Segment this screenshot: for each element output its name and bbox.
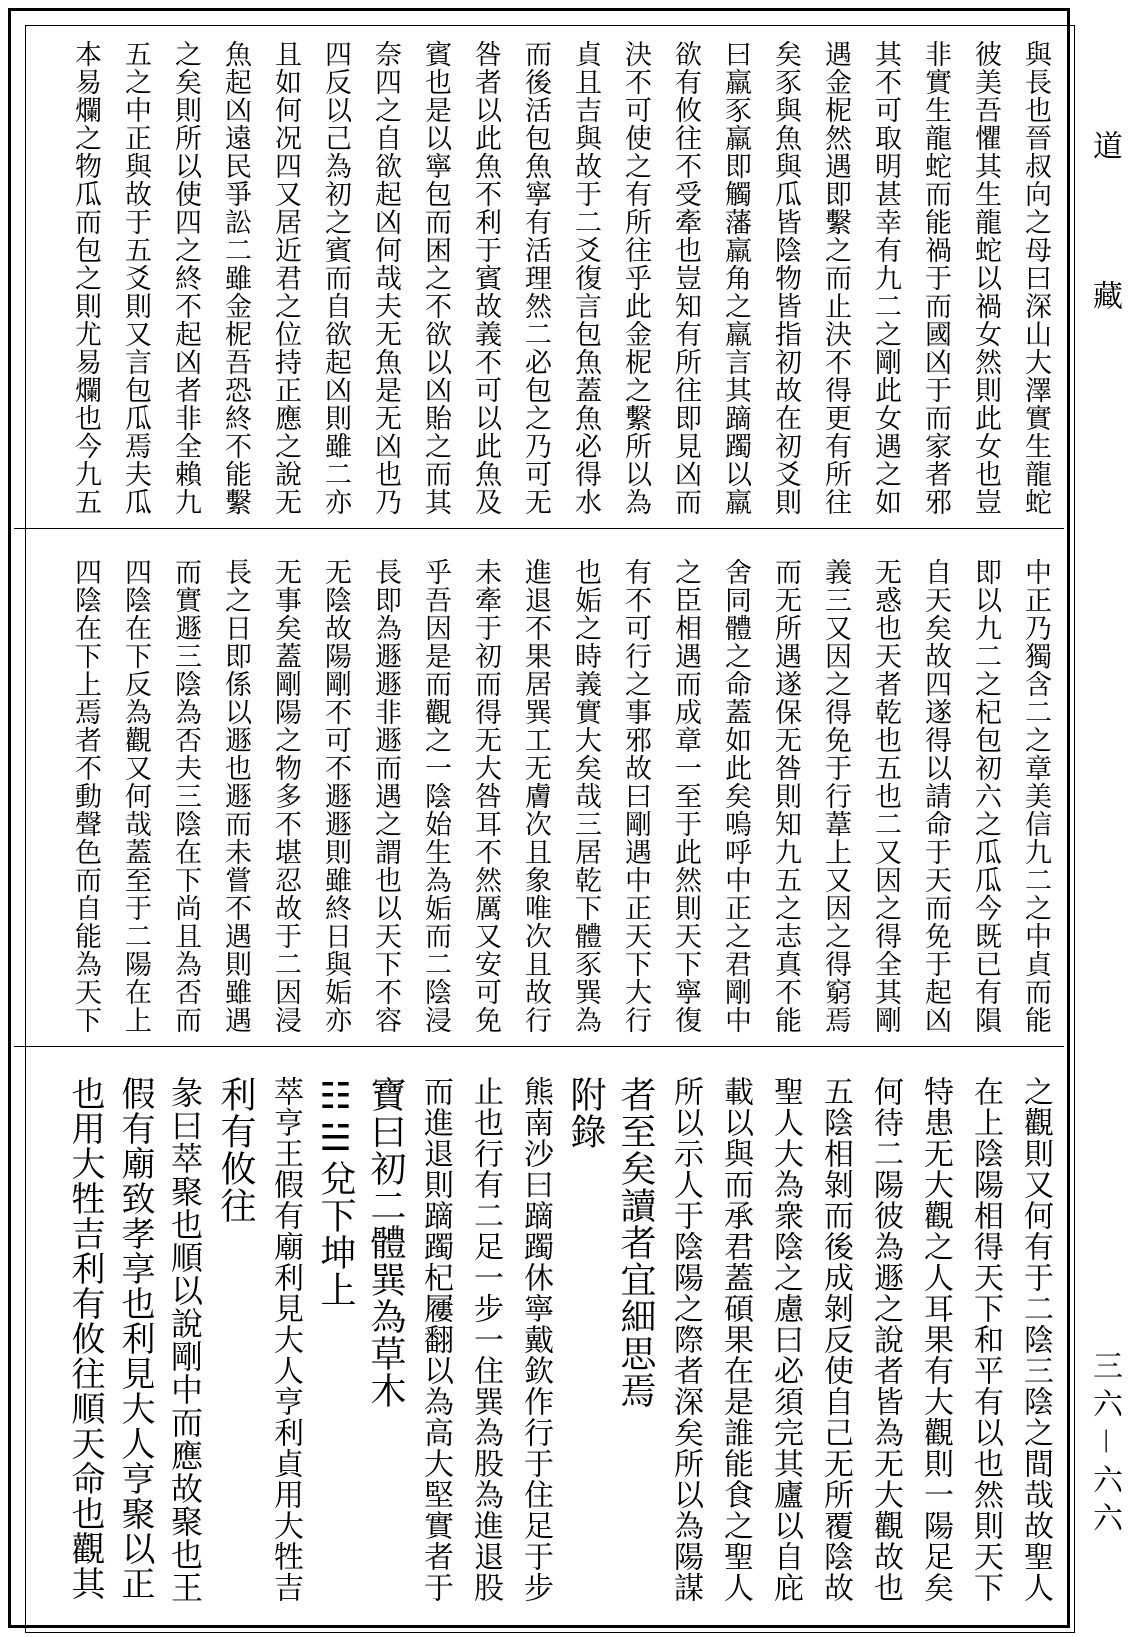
text-column: 在上陰陽相得天下和平有以也然則天下 xyxy=(968,1076,1003,1603)
text-column: 彼美吾懼其生龍蛇以禍女然則此女也豈 xyxy=(970,40,1001,516)
text-column: 長之日即係以遯也遯而未嘗不遇則雖遇 xyxy=(220,558,251,1034)
text-column: 與長也晉叔向之母曰深山大澤實生龍蛇 xyxy=(1020,40,1051,516)
text-column: ☷☱兌下坤上 xyxy=(315,1076,356,1308)
text-column: 未牽于初而得无大咎耳不然厲又安可免 xyxy=(470,558,501,1034)
text-column: 何待二陽彼為遯之說者皆為无大觀故也 xyxy=(868,1076,903,1603)
panel-divider-1 xyxy=(14,528,1064,529)
text-column: 也姤之時義實大矣哉三居乾下體豕巽為 xyxy=(570,558,601,1034)
text-column: 非實生龍蛇而能禍于而國凶于而家者邪 xyxy=(920,40,951,516)
text-column: 中正乃獨含二之章美信九二之中貞而能 xyxy=(1020,558,1051,1034)
text-column: 進退不果居巽工无膚次且象唯次且故行 xyxy=(520,558,551,1034)
text-column: 即以九二之杞包初六之瓜瓜今既已有隕 xyxy=(970,558,1001,1034)
side-title: 道藏 xyxy=(1087,130,1122,430)
text-column: 而无所遇遂保无咎則知九五之志真不能 xyxy=(770,558,801,1034)
text-column: 利有攸往 xyxy=(215,1076,256,1224)
side-page-number: 三六－六六 xyxy=(1087,1350,1122,1540)
text-column: 賓也是以寧包而困之不欲以凶貽之而其 xyxy=(420,40,451,516)
text-column: 彖曰萃聚也順以說剛中而應故聚也王 xyxy=(166,1076,204,1604)
text-column: 特患无大觀之人耳果有大觀則一陽足矣 xyxy=(918,1076,953,1603)
text-column: 欲有攸往不受牽也豈知有所往即見凶而 xyxy=(670,40,701,516)
text-column: 也用大牲吉利有攸往順天命也觀其 xyxy=(65,1076,105,1601)
text-column: 五之中正與故于五爻則又言包瓜焉夫瓜 xyxy=(120,40,151,516)
text-column: 者至矣讀者宜細思焉 xyxy=(615,1076,656,1409)
text-column: 之臣相遇而成章一至于此然則天下寧復 xyxy=(670,558,701,1034)
text-column: 所以示人于陰陽之際者深矣所以為陽謀 xyxy=(668,1076,703,1603)
text-column: 四反以己為初之賓而自欲起凶則雖二亦 xyxy=(320,40,351,516)
text-column: 決不可使之有所往乎此金柅之繫所以為 xyxy=(620,40,651,516)
text-column: 而進退則蹢躅杞屨翻以為高大堅實者于 xyxy=(418,1076,453,1603)
text-column: 而後活包魚寧有活理然二必包之乃可无 xyxy=(520,40,551,516)
text-column: 之觀則又何有于二陰三陰之間哉故聖人 xyxy=(1018,1076,1053,1603)
text-column: 五陰相剝而後成剝反使自己无所覆陰故 xyxy=(818,1076,853,1603)
text-column: 其不可取明甚幸有九二之剛此女遇之如 xyxy=(870,40,901,516)
text-column: 寶曰初二體巽為草木 xyxy=(365,1076,406,1409)
text-column: 咎者以此魚不利于賓故義不可以此魚及 xyxy=(470,40,501,516)
text-column: 遇金柅然遇即繫之而止決不得更有所往 xyxy=(820,40,851,516)
text-column: 熊南沙曰蹢躅休寧戴欽作行于住足于步 xyxy=(518,1076,553,1603)
text-column: 聖人大為衆陰之慮曰必須完其廬以自庇 xyxy=(768,1076,803,1603)
text-column: 无惑也天者乾也五也二又因之得全其剛 xyxy=(870,558,901,1034)
text-column: 矣豕與魚與瓜皆陰物皆指初故在初爻則 xyxy=(770,40,801,516)
text-column: 舍同體之命蓋如此矣嗚呼中正之君剛中 xyxy=(720,558,751,1034)
text-column: 四陰在下上焉者不動聲色而自能為天下 xyxy=(70,558,101,1034)
text-column: 魚起凶遠民爭訟二雖金柅吾恐終不能繫 xyxy=(220,40,251,516)
text-column: 義三又因之得免于行葦上又因之得窮焉 xyxy=(820,558,851,1034)
panel-divider-2 xyxy=(14,1046,1064,1047)
text-column: 且如何况四又居近君之位持正應之說无 xyxy=(270,40,301,516)
text-panel-top xyxy=(60,40,1060,520)
text-column: 无陰故陽剛不可不遯遯則雖終日與姤亦 xyxy=(320,558,351,1034)
text-column: 貞且吉與故于二爻復言包魚蓋魚必得水 xyxy=(570,40,601,516)
text-column: 附錄 xyxy=(565,1076,606,1150)
text-column: 四陰在下反為觀又何哉蓋至于二陽在上 xyxy=(120,558,151,1034)
text-column: 萃亨王假有廟利見大人亨利貞用大牲吉 xyxy=(268,1076,303,1603)
text-column: 自天矣故四遂得以請命于天而免于起凶 xyxy=(920,558,951,1034)
text-column: 有不可行之事邪故曰剛遇中正天下大行 xyxy=(620,558,651,1034)
text-column: 載以與而承君蓋碩果在是誰能食之聖人 xyxy=(718,1076,753,1603)
text-column: 曰羸豕羸即觸藩羸角之羸言其蹢躅以羸 xyxy=(720,40,751,516)
text-column: 乎吾因是而觀之一陰始生為姤而二陰浸 xyxy=(420,558,451,1034)
text-panel-bottom xyxy=(60,1076,1060,1606)
text-column: 无事矣蓋剛陽之物多不堪忍故于二因浸 xyxy=(270,558,301,1034)
text-panel-middle xyxy=(60,558,1060,1038)
text-column: 奈四之自欲起凶何哉夫无魚是无凶也乃 xyxy=(370,40,401,516)
text-column: 本易爛之物瓜而包之則尤易爛也今九五 xyxy=(70,40,101,516)
text-column: 假有廟致孝享也利見大人亨聚以正 xyxy=(115,1076,155,1601)
text-column: 長即為遯遯非遯而遇之謂也以天下不容 xyxy=(370,558,401,1034)
text-column: 止也行有二足一步一住巽為股為進退股 xyxy=(468,1076,503,1603)
text-column: 而實遯三陰為否夫三陰在下尚且為否而 xyxy=(170,558,201,1034)
text-column: 之矣則所以使四之終不起凶者非全賴九 xyxy=(170,40,201,516)
